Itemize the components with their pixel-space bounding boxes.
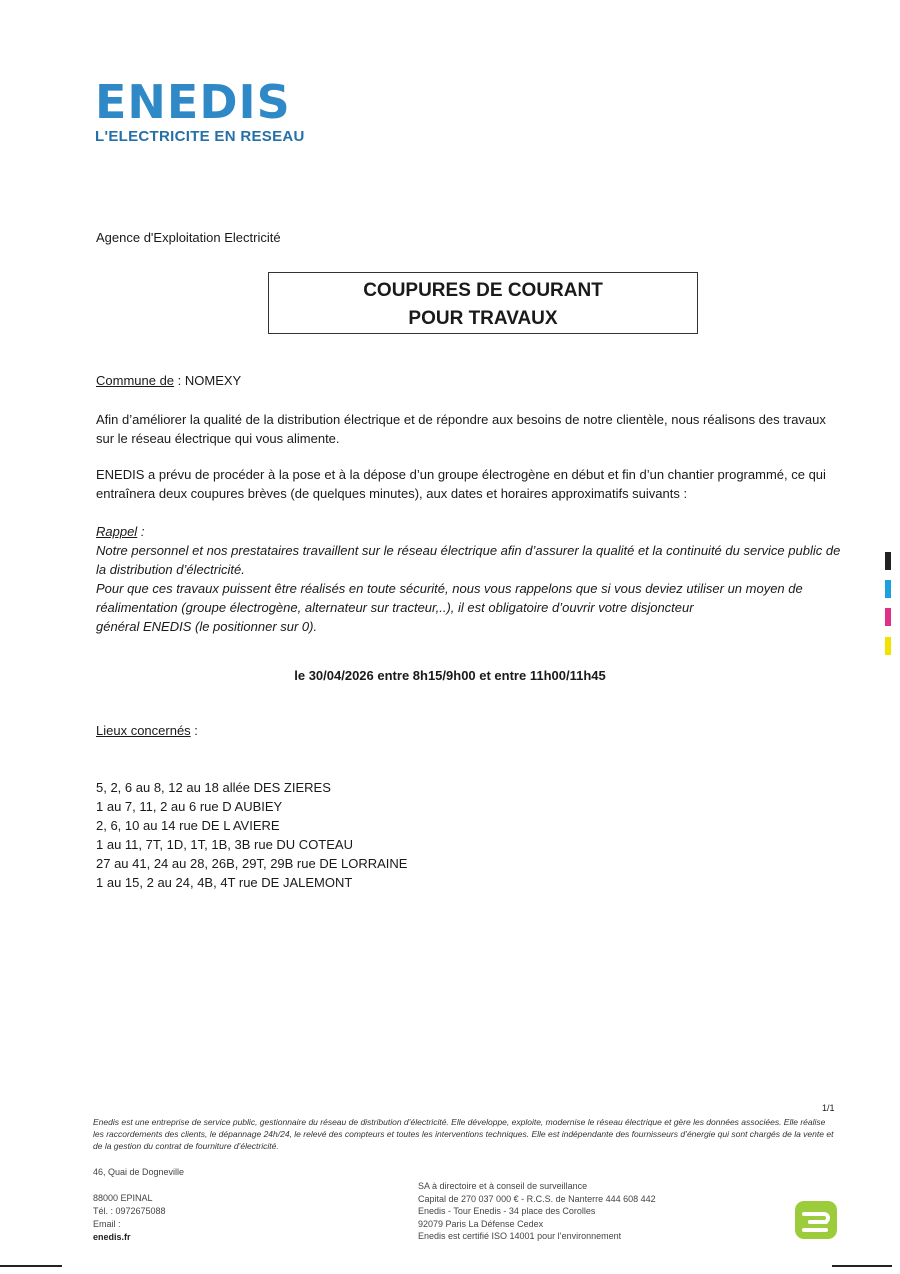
email-label: Email :: [93, 1219, 121, 1229]
company-info: [418, 1180, 656, 1243]
scan-edge-left: [0, 1265, 62, 1267]
print-mark-yellow: [885, 637, 891, 655]
places-list: [96, 778, 407, 892]
commune-value: : NOMEXY: [174, 373, 242, 388]
enedis-logo: [95, 75, 291, 129]
company-line: Enedis est certifié ISO 14001 pour l’environnement: [418, 1231, 622, 1241]
logo-word: ENEDIS: [95, 75, 291, 129]
places-colon: :: [190, 723, 198, 738]
scan-edge-right: [832, 1265, 892, 1267]
logo-tagline: L'ELECTRICITE EN RESEAU: [95, 128, 305, 145]
list-item: 1 au 11, 7T, 1D, 1T, 1B, 3B rue DU COTEAU: [96, 837, 353, 852]
phone-number: Tél. : 0972675088: [93, 1206, 166, 1216]
places-heading: [96, 723, 198, 738]
agency-name: Agence d'Exploitation Electricité: [96, 230, 281, 245]
commune-line: [96, 373, 241, 388]
reminder-colon: :: [137, 524, 145, 539]
website-link[interactable]: enedis.fr: [93, 1232, 131, 1242]
generator-paragraph: ENEDIS a prévu de procéder à la pose et à la dépose d’un groupe électrogène en début et fin d’un chantier programmé, ce qui entraînera deux coupures brèves (de quelques minutes), aux dates et horaires approximatifs suivants :: [96, 467, 826, 501]
reminder-block: [96, 522, 846, 636]
print-mark-black: [885, 552, 891, 570]
reminder-text-3: général ENEDIS (le positionner sur 0).: [96, 619, 318, 634]
enedis-emblem-icon: [794, 1200, 838, 1240]
list-item: 1 au 7, 11, 2 au 6 rue D AUBIEY: [96, 799, 283, 814]
print-mark-cyan: [885, 580, 891, 598]
list-item: 5, 2, 6 au 8, 12 au 18 allée DES ZIERES: [96, 780, 331, 795]
places-label: Lieux concernés: [96, 723, 191, 738]
reminder-heading: [96, 522, 846, 541]
list-item: 2, 6, 10 au 14 rue DE L AVIERE: [96, 818, 280, 833]
list-item: 1 au 15, 2 au 24, 4B, 4T rue DE JALEMONT: [96, 875, 353, 890]
commune-label: Commune de: [96, 373, 175, 388]
title-line-1: COUPURES DE COURANT: [363, 280, 603, 301]
list-item: 27 au 41, 24 au 28, 26B, 29T, 29B rue DE LORRAINE: [96, 856, 408, 871]
legal-notice: Enedis est une entreprise de service public, gestionnaire du réseau de distribution d’électricité. Elle développe, exploite, modernise le réseau électrique et gère les données associées. Elle réalise les raccordements des clients, le dépannage 24h/24, le relevé des compteurs et toutes les interventions techniques. Elle est indépendante des fournisseurs d’énergie qui sont chargés de la vente et de la gestion du contrat de fourniture d’électricité.: [93, 1117, 834, 1151]
company-line: SA à directoire et à conseil de surveillance: [418, 1181, 588, 1191]
reminder-text-1: Notre personnel et nos prestataires travaillent sur le réseau électrique afin d’assurer la qualité et la continuité du service public de la distribution d’électricité.: [96, 543, 841, 577]
intro-paragraph: Afin d’améliorer la qualité de la distribution électrique et de répondre aux besoins de notre clientèle, nous réalisons des travaux sur le réseau électrique qui vous alimente.: [96, 412, 826, 446]
company-line: 92079 Paris La Défense Cedex: [418, 1218, 544, 1229]
title-line-2: POUR TRAVAUX: [408, 308, 558, 329]
company-line: Enedis - Tour Enedis - 34 place des Corolles: [418, 1206, 596, 1216]
outage-schedule: le 30/04/2026 entre 8h15/9h00 et entre 11h00/11h45: [294, 668, 606, 683]
title-box: [268, 272, 698, 334]
print-mark-magenta: [885, 608, 891, 626]
reminder-text-2: Pour que ces travaux puissent être réalisés en toute sécurité, nous vous rappelons que si vous deviez utiliser un moyen de réalimentation (groupe électrogène, alternateur sur tracteur,..), il est obligatoire d’ouvrir votre disjoncteur: [96, 581, 803, 615]
reminder-label: Rappel: [96, 524, 138, 539]
address-street: 46, Quai de Dogneville: [93, 1167, 185, 1177]
company-line: Capital de 270 037 000 € - R.C.S. de Nanterre 444 608 442: [418, 1193, 656, 1204]
address-city: 88000 EPINAL: [93, 1193, 153, 1203]
page-number: 1/1: [822, 1103, 835, 1113]
